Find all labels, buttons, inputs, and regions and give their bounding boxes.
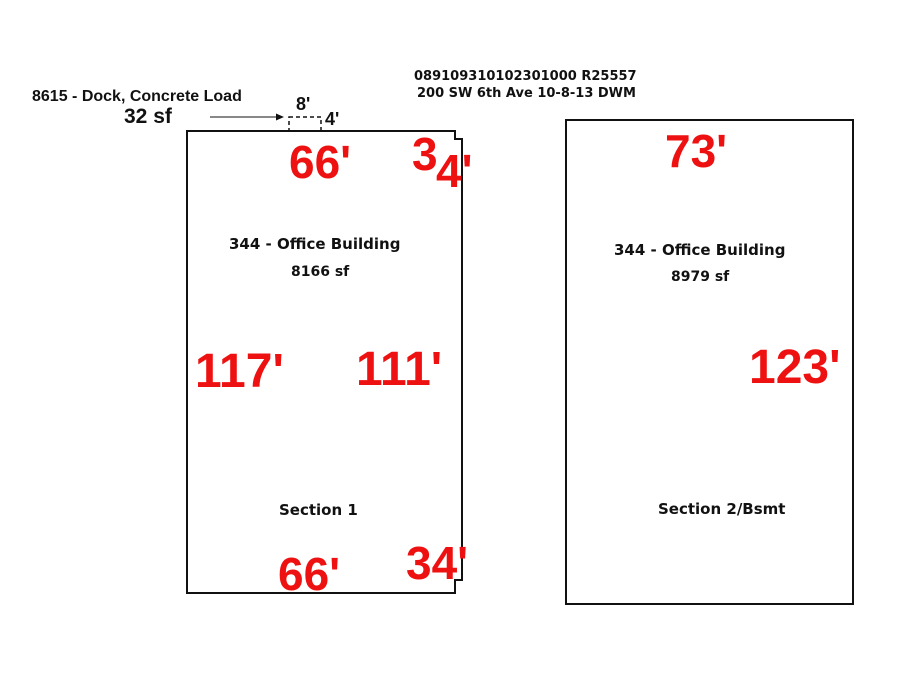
section2-use-label: 344 - Office Building — [614, 241, 786, 259]
section1-bottom-dim: 66' — [278, 548, 341, 600]
section2-area: 8979 sf — [671, 269, 730, 285]
section2-right-dim: 123' — [749, 341, 841, 394]
dock-outline — [289, 117, 321, 131]
dock-width-dim: 8' — [296, 94, 311, 114]
section1-bottom-notch-dim: 34' — [406, 537, 469, 589]
section1-left-dim: 117' — [195, 345, 284, 398]
section1-right-dim: 111' — [356, 343, 443, 396]
parcel-id-text: 089109310102301000 R25557 — [414, 69, 637, 84]
section1-use-label: 344 - Office Building — [229, 235, 401, 253]
section1-top-notch-b: 4' — [436, 145, 473, 197]
section1-area: 8166 sf — [291, 264, 350, 280]
dock-area: 32 sf — [124, 105, 172, 128]
section1-name: Section 1 — [279, 501, 358, 519]
dock-label: 8615 - Dock, Concrete Load — [32, 88, 242, 105]
dock-depth-dim: 4' — [325, 109, 340, 129]
section1-top-notch-a: 3 — [412, 128, 438, 180]
section1-top-dim: 66' — [289, 136, 352, 188]
address-date-text: 200 SW 6th Ave 10-8-13 DWM — [417, 86, 636, 101]
section2-name: Section 2/Bsmt — [658, 500, 786, 518]
dock-arrow-head — [276, 114, 284, 121]
section2-top-dim: 73' — [665, 125, 728, 177]
